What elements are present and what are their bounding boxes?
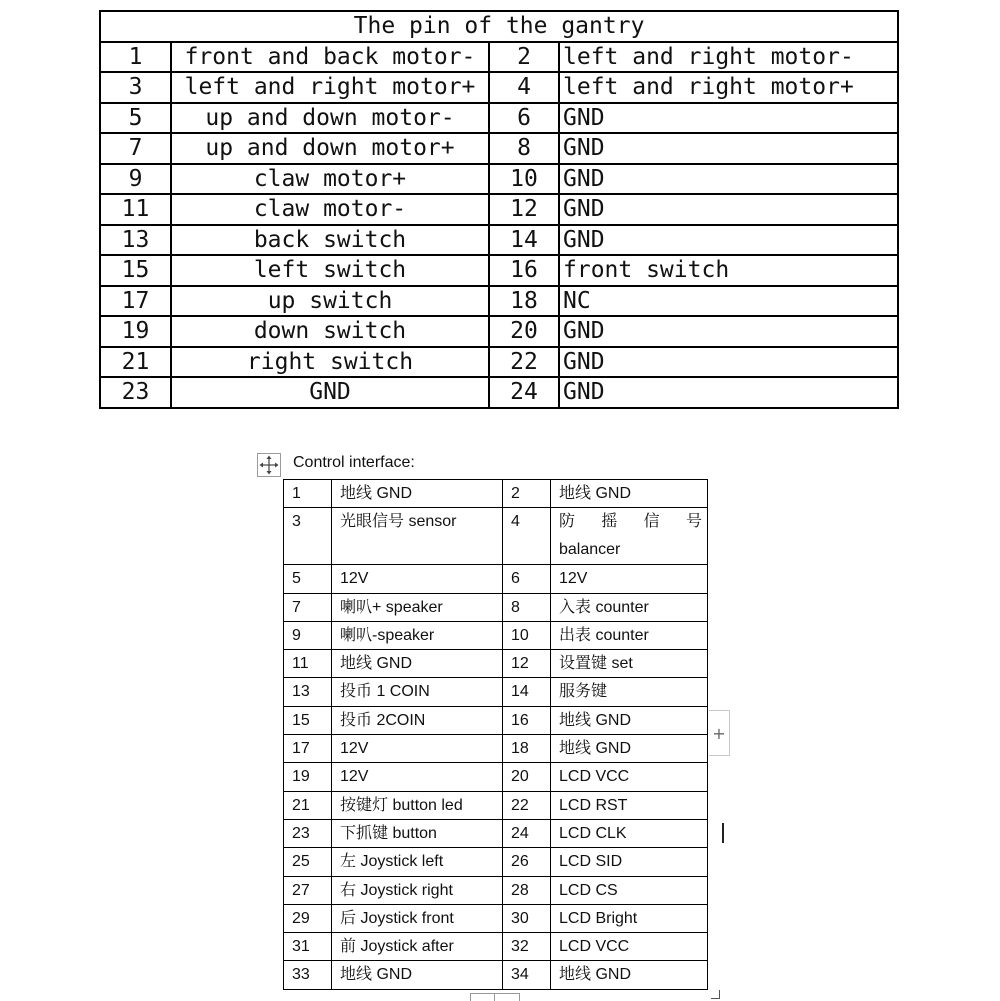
pin-number: 14 [489, 225, 559, 256]
control-row [284, 508, 708, 565]
pin-number: 6 [503, 565, 551, 593]
gantry-row [100, 347, 898, 378]
pin-function: LCD SID [551, 848, 708, 876]
gantry-title-row [100, 11, 898, 42]
pin-number: 16 [503, 706, 551, 734]
pin-name: NC [559, 286, 898, 317]
pin-number: 26 [503, 848, 551, 876]
control-row [284, 848, 708, 876]
pin-function: 光眼信号 sensor [332, 508, 503, 565]
pin-number: 7 [100, 133, 171, 164]
pin-function-char: 摇 [601, 513, 618, 531]
pin-number: 11 [100, 194, 171, 225]
pin-function-char: 防 [559, 513, 576, 531]
pin-function: 地线 GND [551, 961, 708, 989]
gantry-row [100, 103, 898, 134]
pin-function: 地线 GND [332, 961, 503, 989]
pin-function: 下抓键 button [332, 819, 503, 847]
pin-function: 地线 GND [551, 706, 708, 734]
gantry-row [100, 72, 898, 103]
pin-number: 20 [489, 316, 559, 347]
pin-function: 地线 GND [332, 480, 503, 508]
pin-number: 3 [100, 72, 171, 103]
control-row [284, 876, 708, 904]
gantry-row [100, 194, 898, 225]
pin-number: 12 [489, 194, 559, 225]
control-row [284, 621, 708, 649]
pin-number: 32 [503, 933, 551, 961]
control-row [284, 933, 708, 961]
pin-name: up and down motor- [171, 103, 489, 134]
control-interface-title: Control interface: [293, 454, 415, 471]
gantry-body [100, 42, 898, 408]
control-row [284, 819, 708, 847]
pin-number: 10 [489, 164, 559, 195]
pin-function-char: 信 [643, 513, 660, 531]
pin-name: GND [559, 103, 898, 134]
pin-name: GND [559, 316, 898, 347]
pin-function: LCD VCC [551, 933, 708, 961]
table-resize-handle[interactable] [711, 990, 720, 999]
pin-number: 27 [284, 876, 332, 904]
control-row [284, 678, 708, 706]
pin-number: 12 [503, 650, 551, 678]
pin-number: 2 [489, 42, 559, 73]
pin-number: 22 [489, 347, 559, 378]
pin-number: 14 [503, 678, 551, 706]
pin-number: 13 [284, 678, 332, 706]
pin-function-char: 号 [685, 513, 702, 531]
pin-function: 左 Joystick left [332, 848, 503, 876]
pin-number: 1 [284, 480, 332, 508]
pin-number: 6 [489, 103, 559, 134]
pin-function: 12V [551, 565, 708, 593]
pin-name: back switch [171, 225, 489, 256]
move-arrows-icon [258, 454, 280, 476]
gantry-row [100, 42, 898, 73]
pin-number: 17 [284, 735, 332, 763]
pin-name: GND [559, 225, 898, 256]
pin-number: 19 [100, 316, 171, 347]
pin-number: 7 [284, 593, 332, 621]
pin-number: 8 [489, 133, 559, 164]
gantry-row [100, 316, 898, 347]
pin-function [551, 508, 708, 565]
pin-number: 15 [284, 706, 332, 734]
pin-function: 喇叭+ speaker [332, 593, 503, 621]
pin-name: GND [559, 194, 898, 225]
pin-name: GND [559, 164, 898, 195]
pin-number: 23 [100, 377, 171, 408]
pin-name: left switch [171, 255, 489, 286]
pin-number: 17 [100, 286, 171, 317]
pin-number: 28 [503, 876, 551, 904]
gantry-row [100, 225, 898, 256]
pin-number: 15 [100, 255, 171, 286]
pin-number: 13 [100, 225, 171, 256]
control-row [284, 904, 708, 932]
pin-function: LCD CLK [551, 819, 708, 847]
control-row [284, 480, 708, 508]
control-row [284, 593, 708, 621]
control-row [284, 565, 708, 593]
pin-function: 投币 2COIN [332, 706, 503, 734]
pin-function: 前 Joystick after [332, 933, 503, 961]
pin-function: 地线 GND [551, 480, 708, 508]
gantry-row [100, 377, 898, 408]
pin-number: 24 [503, 819, 551, 847]
pin-number: 21 [100, 347, 171, 378]
pin-function: 12V [332, 735, 503, 763]
pin-function: LCD Bright [551, 904, 708, 932]
control-row [284, 650, 708, 678]
gantry-row [100, 286, 898, 317]
pin-number: 31 [284, 933, 332, 961]
pin-number: 23 [284, 819, 332, 847]
control-row [284, 961, 708, 989]
pin-function: 设置键 set [551, 650, 708, 678]
pin-name: left and right motor+ [171, 72, 489, 103]
pin-name: front and back motor- [171, 42, 489, 73]
pin-name: left and right motor- [559, 42, 898, 73]
pin-function: LCD RST [551, 791, 708, 819]
pin-function: 喇叭-speaker [332, 621, 503, 649]
pin-function: 投币 1 COIN [332, 678, 503, 706]
pin-function: 后 Joystick front [332, 904, 503, 932]
pin-number: 10 [503, 621, 551, 649]
pin-number: 9 [284, 621, 332, 649]
table-move-handle-icon[interactable] [257, 453, 281, 477]
pin-number: 29 [284, 904, 332, 932]
pin-function-english: balancer [559, 541, 621, 559]
pin-number: 9 [100, 164, 171, 195]
pin-number: 5 [100, 103, 171, 134]
add-column-button[interactable]: + [709, 710, 730, 756]
pin-number: 18 [503, 735, 551, 763]
pin-number: 4 [489, 72, 559, 103]
pin-number: 34 [503, 961, 551, 989]
pin-function: 12V [332, 565, 503, 593]
pin-function: 右 Joystick right [332, 876, 503, 904]
pin-name: left and right motor+ [559, 72, 898, 103]
pin-number: 11 [284, 650, 332, 678]
pin-function: 地线 GND [332, 650, 503, 678]
pin-number: 24 [489, 377, 559, 408]
gantry-row [100, 164, 898, 195]
gantry-title: The pin of the gantry [100, 11, 898, 42]
pin-name: up and down motor+ [171, 133, 489, 164]
pin-number: 20 [503, 763, 551, 791]
control-row [284, 735, 708, 763]
pin-number: 21 [284, 791, 332, 819]
control-row [284, 706, 708, 734]
pin-function: 按键灯 button led [332, 791, 503, 819]
pin-number: 33 [284, 961, 332, 989]
pin-name: GND [559, 377, 898, 408]
pin-number: 19 [284, 763, 332, 791]
pin-number: 3 [284, 508, 332, 565]
pin-name: claw motor- [171, 194, 489, 225]
pin-function: LCD CS [551, 876, 708, 904]
pin-number: 8 [503, 593, 551, 621]
control-body [284, 480, 708, 990]
pin-number: 2 [503, 480, 551, 508]
pin-number: 30 [503, 904, 551, 932]
pin-name: GND [559, 347, 898, 378]
pin-name: down switch [171, 316, 489, 347]
control-interface-table [283, 479, 708, 990]
pin-number: 25 [284, 848, 332, 876]
control-row [284, 791, 708, 819]
control-row [284, 763, 708, 791]
pin-function: 地线 GND [551, 735, 708, 763]
gantry-row [100, 255, 898, 286]
pin-function: LCD VCC [551, 763, 708, 791]
gantry-row [100, 133, 898, 164]
pin-function: 出表 counter [551, 621, 708, 649]
pin-name: right switch [171, 347, 489, 378]
pin-name: GND [559, 133, 898, 164]
text-cursor [722, 823, 724, 843]
pin-function: 服务键 [551, 678, 708, 706]
pin-number: 5 [284, 565, 332, 593]
pin-number: 16 [489, 255, 559, 286]
pin-number: 4 [503, 508, 551, 565]
pin-name: claw motor+ [171, 164, 489, 195]
pin-function: 12V [332, 763, 503, 791]
pin-function-chinese [559, 508, 702, 536]
pin-name: front switch [559, 255, 898, 286]
pin-function: 入表 counter [551, 593, 708, 621]
pin-number: 22 [503, 791, 551, 819]
pin-name: GND [171, 377, 489, 408]
pin-name: up switch [171, 286, 489, 317]
gantry-pin-table [99, 10, 899, 409]
pin-number: 1 [100, 42, 171, 73]
pin-number: 18 [489, 286, 559, 317]
